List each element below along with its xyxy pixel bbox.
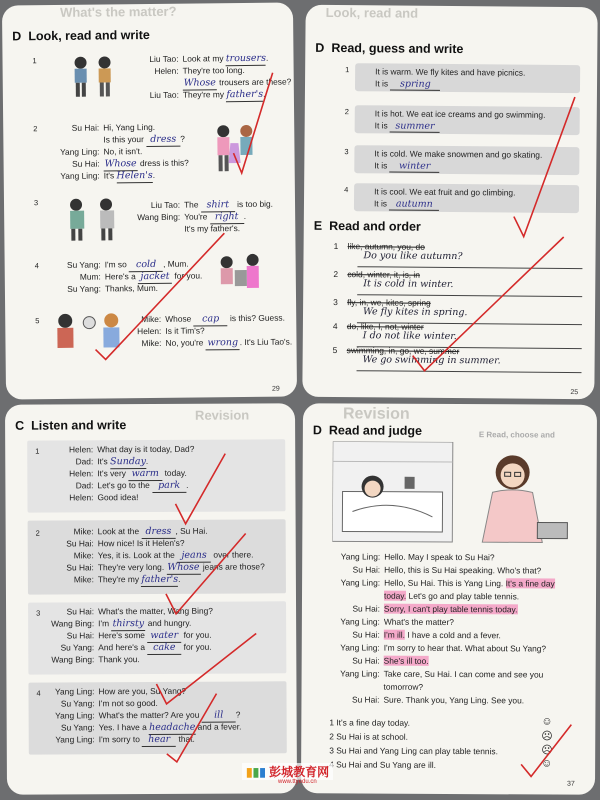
- highlighted-text: She's ill too.: [383, 655, 429, 666]
- line-text: Thanks, Mum.: [104, 282, 159, 294]
- judge-item: [329, 759, 436, 770]
- item-number: 5: [35, 316, 40, 326]
- section-letter: D: [315, 40, 325, 55]
- page-number: 37: [567, 780, 575, 788]
- speaker: Mike:: [141, 337, 162, 349]
- answer-blank[interactable]: warm: [128, 468, 162, 481]
- item-number: 2: [333, 268, 339, 280]
- line-text: Good idea!: [97, 492, 139, 503]
- speaker: Yang Ling:: [55, 734, 95, 745]
- line-text: How are you, Su Yang?: [98, 685, 187, 697]
- speaker: Yang Ling:: [340, 668, 380, 679]
- smile-face-icon[interactable]: ☺: [541, 757, 553, 770]
- page-number: 29: [271, 385, 280, 393]
- teacher-check-mark: [501, 704, 581, 784]
- line-text: Look at the: [97, 526, 142, 537]
- answer-blank[interactable]: cap: [194, 313, 228, 326]
- answer-blank[interactable]: Whose: [167, 561, 200, 573]
- item-number: 1: [345, 65, 350, 75]
- page-number: 25: [570, 389, 579, 397]
- line-text: is too big.: [234, 198, 274, 210]
- speaker: Su Yang:: [67, 283, 101, 294]
- line-text: They're too long.: [182, 64, 245, 76]
- clue-text: It is cold. We make snowmen and go skating.: [374, 148, 543, 160]
- item-number: 1: [32, 56, 37, 66]
- dialogue-line: [302, 590, 596, 602]
- line-text: .: [145, 456, 149, 467]
- line-text: Hi, Yang Ling.: [103, 121, 156, 133]
- line-text: I'm so: [104, 259, 130, 270]
- speaker: Su Hai:: [66, 606, 95, 617]
- statement: Su Hai and Su Yang are ill.: [336, 759, 436, 770]
- speaker: Su Hai:: [72, 158, 100, 169]
- exercise-item: [2, 52, 293, 101]
- section-title: [12, 28, 150, 43]
- clue-text: It is hot. We eat ice creams and go swimming.: [374, 108, 546, 120]
- speaker: Helen:: [68, 444, 94, 455]
- teacher-check-mark: [402, 86, 595, 378]
- speaker: Dad:: [75, 456, 94, 467]
- line-text: It's my father's.: [184, 223, 241, 234]
- dialogue-line: [302, 668, 596, 680]
- dialogue-line: [301, 694, 595, 706]
- answer-blank[interactable]: summer: [390, 120, 440, 132]
- section-heading: Listen and write: [31, 418, 127, 433]
- line-text: They're very long.: [97, 561, 167, 573]
- answer-blank[interactable]: trousers: [225, 52, 266, 65]
- item-number: 4: [34, 261, 39, 271]
- line-text: Sure. Thank you, Yang Ling. See you.: [383, 694, 525, 706]
- speaker: Su Hai:: [66, 630, 95, 641]
- faded-header: What's the matter?: [59, 3, 177, 20]
- speaker: Yang Ling:: [59, 146, 100, 157]
- line-text: Here's some: [98, 630, 148, 641]
- line-text: Take care, Su Hai. I can come and see you: [383, 668, 544, 680]
- teacher-check-mark: [145, 443, 287, 764]
- line-text: It's very: [97, 468, 129, 479]
- dialogue-line: [302, 616, 596, 628]
- section-heading: Read and order: [329, 218, 421, 234]
- workbook-page-look-read-write: [2, 2, 297, 399]
- clue-text: It is cool. We eat fruit and go climbing.: [374, 186, 516, 198]
- speaker: Yang Ling:: [340, 551, 381, 562]
- faded-header: Revision: [342, 405, 410, 423]
- workbook-page-listen-write: [5, 403, 297, 795]
- item-number: 1: [35, 446, 40, 456]
- answer-sentence[interactable]: We fly kites in spring.: [362, 306, 468, 319]
- line-text: It is: [374, 78, 391, 89]
- speaker: Su Hai:: [352, 603, 380, 614]
- scrambled-words: cold, winter, it, is, in: [347, 269, 421, 280]
- speaker: Helen:: [69, 468, 94, 479]
- answer-blank[interactable]: Sunday: [110, 456, 146, 468]
- answer-blank[interactable]: father's: [141, 573, 179, 586]
- line-text: for you.: [181, 641, 212, 652]
- answer-blank[interactable]: Whose: [183, 77, 216, 89]
- dialogue-line: [302, 577, 596, 589]
- speaker: Liu Tao:: [149, 53, 179, 64]
- line-text: Thank you.: [98, 654, 140, 665]
- scrambled-words: do, like, I, not, winter: [346, 321, 424, 332]
- answer-blank[interactable]: dress: [146, 134, 180, 147]
- line-text: Hello. May I speak to Su Hai?: [384, 551, 495, 563]
- line-text: for you.: [181, 629, 212, 640]
- dialogue-line: [302, 564, 596, 576]
- line-text: What's the matter? Are you: [98, 709, 202, 721]
- line-text: .: [243, 210, 247, 222]
- line-text: , Mum.: [163, 258, 189, 269]
- section-title: [315, 41, 463, 56]
- line-text: Is this your: [103, 134, 147, 145]
- speaker: Su Hai:: [71, 122, 100, 133]
- scrambled-words: fly, in, we, kites, spring: [347, 297, 431, 308]
- speaker: Su Hai:: [66, 538, 94, 549]
- judge-item: [329, 717, 410, 727]
- speaker: Helen:: [69, 492, 94, 503]
- item-number: 4: [332, 320, 338, 332]
- speaker: Su Hai:: [66, 562, 94, 573]
- dialogue-line: [51, 654, 140, 666]
- section-title: [15, 418, 126, 433]
- judge-item: [329, 731, 408, 741]
- speaker: Helen:: [137, 325, 162, 337]
- speaker: Liu Tao:: [150, 199, 181, 210]
- line-text: What day is it today, Dad?: [97, 443, 195, 455]
- speaker: Liu Tao:: [149, 89, 179, 100]
- statement: Su Hai and Yang Ling can play table tennis.: [336, 745, 498, 757]
- speaker: Yang Ling:: [55, 686, 95, 697]
- line-text: I'm sorry to: [98, 734, 143, 745]
- line-text: It's: [103, 170, 117, 181]
- section-heading: Look, read and write: [28, 27, 150, 44]
- speaker: Yang Ling:: [340, 577, 381, 588]
- line-text: over there.: [211, 549, 254, 560]
- statement: Su Hai is at school.: [336, 731, 408, 742]
- item-number: 1: [329, 717, 335, 728]
- speaker: Su Yang:: [60, 642, 95, 653]
- answer-blank[interactable]: park: [152, 480, 186, 493]
- section-title: [313, 423, 422, 438]
- item-number: 2: [33, 124, 38, 134]
- line-text: .: [265, 52, 269, 63]
- line-text: .: [263, 88, 266, 99]
- line-text: Here's a: [104, 271, 139, 282]
- line-text: I'm not so good.: [98, 697, 158, 709]
- answer-blank[interactable]: cake: [147, 642, 181, 655]
- site-url: www.ttyedu.cn: [278, 779, 317, 785]
- line-text: It is: [374, 160, 390, 171]
- dialogue-line: [69, 492, 139, 504]
- answer-blank[interactable]: winter: [390, 160, 440, 172]
- line-text: that.: [176, 733, 195, 744]
- speaker: Mike:: [73, 526, 94, 537]
- teacher-check-mark: [83, 63, 286, 365]
- item-number: 2: [329, 731, 334, 742]
- line-text: I'm sorry to hear that. What about Su Yang?: [383, 642, 547, 654]
- speaker: Wang Bing:: [51, 654, 95, 665]
- scrambled-words: like, autumn, you, do: [347, 241, 425, 252]
- dialogue-line: [302, 655, 596, 666]
- speaker: Mike:: [141, 313, 162, 325]
- speaker: Su Hai:: [352, 655, 380, 666]
- answer-blank[interactable]: headache: [149, 721, 196, 734]
- line-text: .: [178, 573, 181, 584]
- site-logo: ▮▮▮ 彭城教育网: [242, 763, 333, 780]
- answer-blank[interactable]: wrong: [207, 337, 239, 349]
- speaker: Su Hai:: [352, 564, 381, 575]
- clue-text: It is warm. We fly kites and have picnics.: [375, 66, 526, 78]
- answer-blank[interactable]: hear: [142, 734, 176, 747]
- line-text: is this? Guess.: [227, 312, 285, 324]
- dialogue-line: [302, 603, 596, 615]
- highlighted-text: It's a fine day: [505, 578, 555, 589]
- answer-sentence[interactable]: I do not like winter.: [362, 330, 457, 343]
- faded-header: Revision: [194, 407, 250, 423]
- line-text: Let's go and play table tennis.: [406, 590, 520, 602]
- speaker: Su Yang:: [60, 722, 95, 733]
- answer-blank[interactable]: Whose: [104, 158, 137, 170]
- speaker: Dad:: [75, 480, 94, 491]
- line-text: for you.: [171, 270, 203, 281]
- line-text: .: [152, 169, 156, 180]
- line-text: I have a cold and a fever.: [404, 629, 501, 641]
- answer-blank[interactable]: water: [147, 630, 181, 643]
- line-text: trousers are these?: [216, 76, 292, 88]
- line-text: , Su Hai.: [175, 525, 208, 536]
- speaker: Su Yang:: [60, 698, 95, 709]
- line-text: How nice! Is it Helen's?: [97, 537, 185, 549]
- line-text: tomorrow?: [383, 681, 424, 692]
- faded-header: Look, read and: [325, 4, 419, 21]
- line-text: The: [183, 199, 201, 210]
- line-text: What's the matter?: [383, 616, 454, 628]
- item-number: 2: [35, 528, 40, 538]
- item-number: 4: [36, 688, 41, 698]
- section-heading: Read and judge: [328, 423, 423, 438]
- answer-blank[interactable]: ill: [202, 710, 236, 723]
- line-text: Yes. I have a: [98, 722, 150, 733]
- answer-blank[interactable]: right: [210, 211, 244, 224]
- speaker: Wang Bing:: [137, 211, 181, 223]
- line-text: Look at my: [182, 53, 226, 64]
- speaker: Su Yang:: [66, 259, 101, 270]
- section-letter: D: [12, 29, 22, 44]
- answer-blank[interactable]: Helen's: [116, 169, 153, 182]
- line-text: No, you're: [165, 337, 206, 348]
- line-text: Is it Tim's?: [165, 325, 205, 336]
- section-heading: Read, guess and write: [331, 40, 464, 57]
- line-text: dress is this?: [137, 157, 189, 169]
- speaker: Yang Ling:: [340, 616, 380, 627]
- dialogue-line: [75, 456, 149, 469]
- line-text: It is: [373, 198, 390, 209]
- line-text: They're my: [97, 574, 142, 585]
- dialogue-line: [302, 681, 596, 692]
- line-text: What's the matter, Wang Bing?: [98, 605, 213, 617]
- answer-blank[interactable]: spring: [390, 78, 440, 90]
- line-text: and a fever.: [195, 721, 242, 732]
- line-text: ?: [235, 709, 241, 720]
- judge-item: [329, 745, 498, 756]
- line-text: Yes, it is. Look at the: [97, 549, 178, 561]
- line-text: And here's a: [98, 642, 148, 653]
- dialogue-line: [302, 642, 596, 654]
- answer-blank[interactable]: thirsty: [112, 618, 145, 630]
- speaker: Mike:: [73, 574, 94, 585]
- answer-blank[interactable]: jeans: [177, 550, 211, 563]
- line-text: today.: [162, 467, 187, 478]
- dialogue-line: [302, 629, 596, 641]
- line-text: and hungry.: [145, 617, 192, 629]
- speaker: Yang Ling:: [340, 642, 380, 653]
- section-letter: E: [313, 218, 323, 233]
- line-text: .: [186, 479, 189, 490]
- highlighted-text: today.: [383, 590, 407, 601]
- line-text: . It's Liu Tao's.: [239, 336, 293, 348]
- line-text: It's: [97, 456, 111, 467]
- dialogue-line: [302, 551, 596, 563]
- line-text: ?: [180, 133, 185, 144]
- line-text: Let's go to the: [97, 479, 153, 491]
- answer-blank[interactable]: dress: [141, 526, 175, 539]
- frown-face-icon[interactable]: ☹: [541, 744, 553, 757]
- line-text: You're: [184, 211, 210, 222]
- line-text: Hello, Su Hai. This is Yang Ling.: [384, 577, 506, 589]
- line-text: Hello, this is Su Hai speaking. Who's that?: [384, 564, 542, 576]
- scrambled-words: swimming, in, go, we, summer: [346, 345, 460, 357]
- item-number: 4: [344, 185, 349, 195]
- workbook-page-read-judge: [301, 403, 597, 795]
- highlighted-text: I'm ill.: [383, 629, 405, 640]
- speaker: Su Hai:: [352, 629, 380, 640]
- item-number: 1: [333, 240, 339, 252]
- item-number: 2: [344, 107, 349, 117]
- item-number: 3: [344, 147, 349, 157]
- line-text: Whose: [165, 313, 194, 324]
- item-number: 3: [33, 198, 39, 208]
- answer-blank[interactable]: shirt: [201, 199, 235, 212]
- answer-blank[interactable]: jacket: [138, 271, 172, 284]
- section-letter: D: [312, 423, 322, 438]
- item-number: 3: [36, 608, 41, 618]
- speaker: Helen:: [154, 65, 179, 76]
- answer-sentence[interactable]: We go swimming in summer.: [362, 354, 501, 367]
- line-text: It is: [374, 120, 391, 131]
- workbook-page-guess-order: [302, 5, 597, 400]
- line-text: No, it isn't.: [103, 146, 143, 157]
- item-number: 5: [332, 344, 338, 356]
- speaker: Yang Ling:: [55, 710, 95, 721]
- section-letter: C: [15, 418, 25, 433]
- line-text: jeans are those?: [200, 561, 265, 572]
- highlighted-text: Sorry, I can't play table tennis today.: [383, 603, 518, 615]
- line-text: I'm: [98, 618, 112, 629]
- speaker: Wang Bing:: [51, 618, 95, 629]
- line-text: They're my: [182, 89, 227, 100]
- item-number: 3: [329, 745, 334, 756]
- speaker: Su Hai:: [351, 694, 380, 705]
- answer-sentence[interactable]: Do you like autumn?: [363, 250, 463, 263]
- site-logo-text: 彭城教育网: [269, 765, 330, 779]
- illustration-phone-call: [332, 441, 573, 544]
- frown-face-icon[interactable]: ☹: [541, 730, 553, 743]
- answer-blank[interactable]: cold: [129, 259, 163, 272]
- answer-sentence[interactable]: It is cold in winter.: [363, 278, 454, 291]
- speaker: Mum:: [79, 271, 101, 282]
- item-number: 3: [333, 296, 338, 308]
- answer-blank[interactable]: father's: [226, 88, 264, 101]
- smile-face-icon[interactable]: ☺: [541, 715, 553, 728]
- speaker: Yang Ling:: [60, 170, 100, 181]
- answer-blank[interactable]: autumn: [389, 198, 439, 210]
- faded-header: E Read, choose and: [478, 430, 555, 440]
- speaker: Mike:: [73, 550, 94, 561]
- statement: It's a fine day today.: [336, 717, 410, 728]
